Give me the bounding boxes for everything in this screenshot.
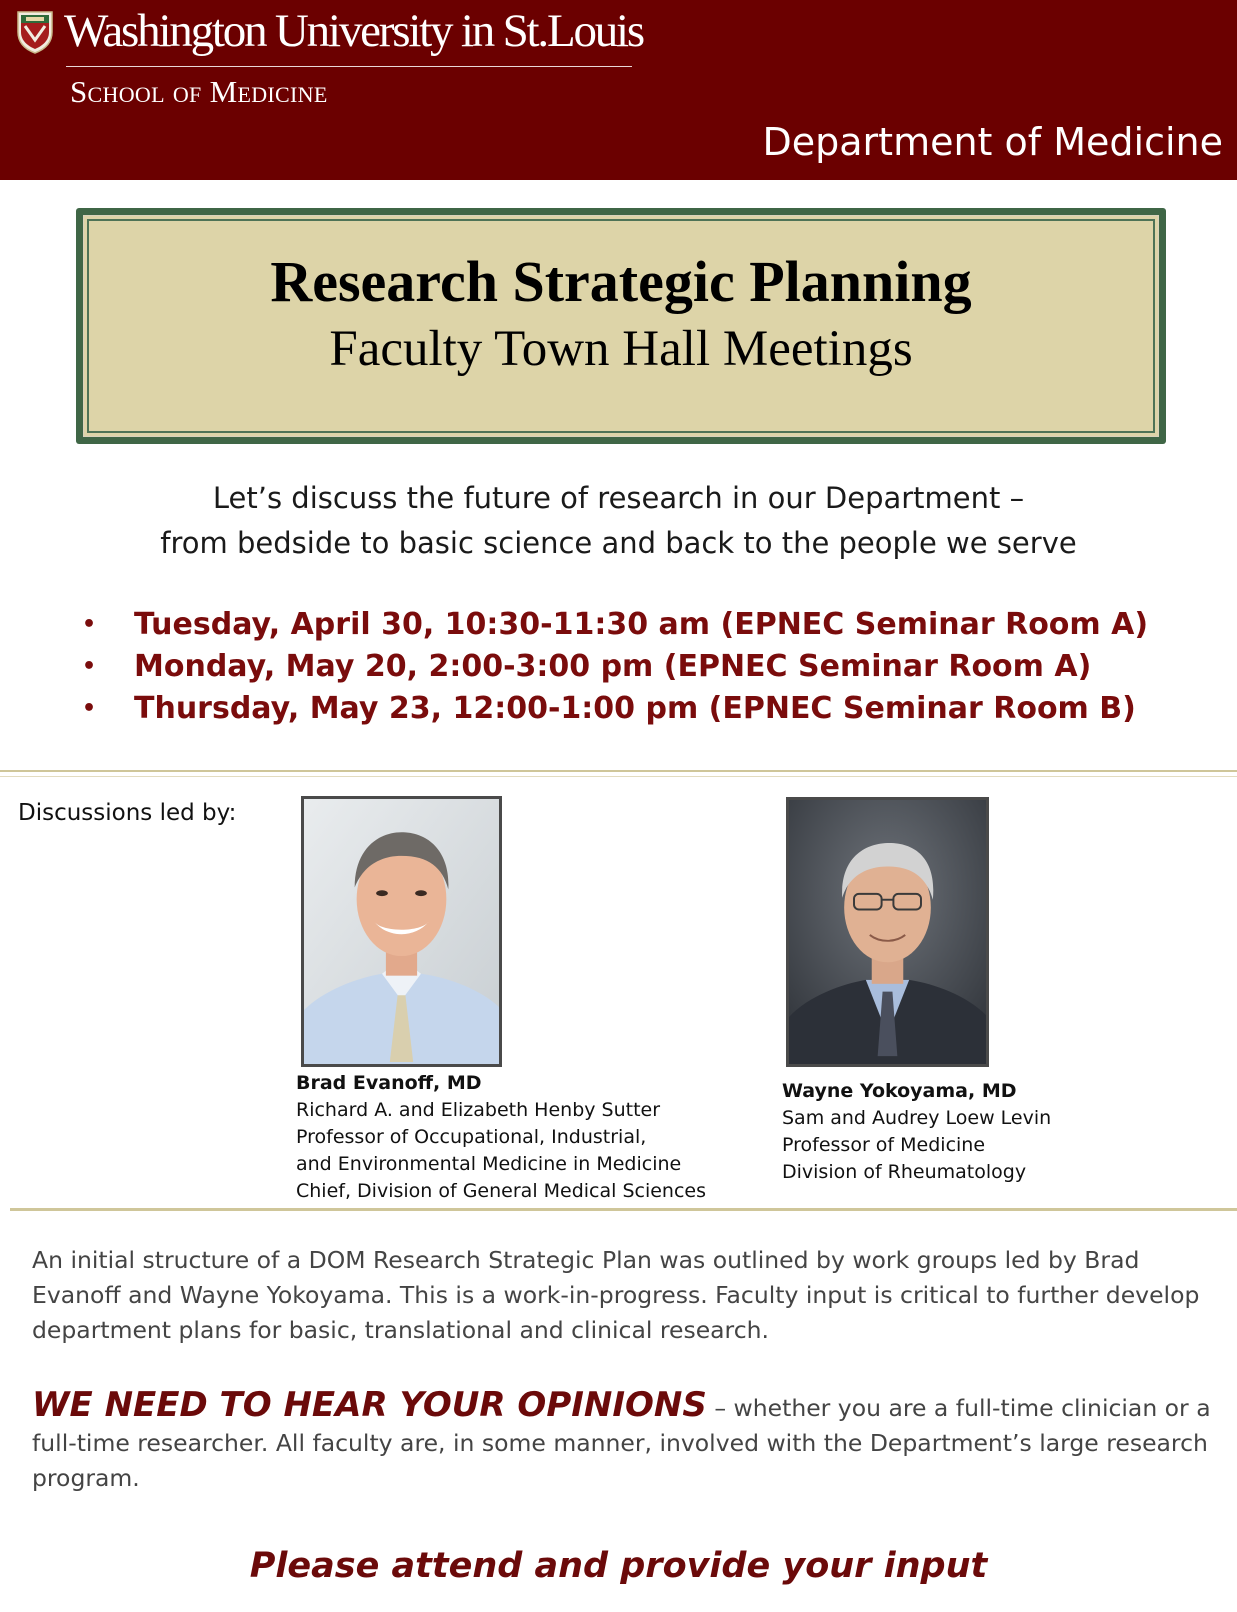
leader-photo-evanoff: [301, 796, 502, 1067]
leader-name: Wayne Yokoyama, MD: [782, 1080, 1017, 1102]
leader-title-line: Chief, Division of General Medical Sciences: [296, 1180, 707, 1202]
session-text: Monday, May 20, 2:00-3:00 pm (EPNEC Seminar Room A): [134, 649, 1092, 684]
session-item: [76, 646, 1148, 688]
plan-description: An initial structure of a DOM Research Strategic Plan was outlined by work groups led by Brad Evanoff and Wayne Yokoyama. This is a work-in-progress. Faculty input is critical to further develop department plans for basic, translational and clinical research.: [32, 1246, 1200, 1344]
bullet: •: [82, 612, 97, 637]
session-item: [76, 688, 1148, 730]
session-text: Tuesday, April 30, 10:30-11:30 am (EPNEC Seminar Room A): [134, 607, 1149, 642]
leader-photo-yokoyama: [786, 797, 989, 1067]
header-rule: [66, 66, 632, 67]
leader-title-line: Professor of Occupational, Industrial,: [296, 1126, 647, 1148]
leader-title-line: Richard A. and Elizabeth Henby Sutter: [296, 1099, 661, 1121]
leader-info-yokoyama: [782, 1078, 1051, 1186]
leader-info-evanoff: [296, 1070, 706, 1205]
department-name: Department of Medicine: [762, 120, 1223, 164]
leader-title-line: Professor of Medicine: [782, 1134, 986, 1156]
event-title: Research Strategic Planning: [270, 249, 972, 314]
event-subtitle: Faculty Town Hall Meetings: [329, 320, 913, 377]
session-item: [76, 604, 1148, 646]
intro-line-2: from bedside to basic science and back to the people we serve: [160, 526, 1077, 560]
leader-title-line: Sam and Audrey Loew Levin: [782, 1107, 1052, 1129]
leader-title-line: Division of Rheumatology: [782, 1161, 1027, 1183]
bullet: •: [82, 654, 97, 679]
session-list: [76, 604, 1148, 730]
leader-name: Brad Evanoff, MD: [296, 1072, 482, 1094]
call-to-action: Please attend and provide your input: [249, 1546, 988, 1586]
bullet: •: [82, 696, 97, 721]
title-box-inner: [87, 219, 1155, 433]
wustl-shield-icon: [16, 10, 54, 54]
header-banner: [0, 0, 1237, 180]
led-by-label: Discussions led by:: [18, 800, 237, 826]
opinion-paragraph: [32, 1385, 1212, 1496]
opinion-text: – whether you are a full-time clinician or a full-time researcher. All faculty are, in some manner, involved with the Department’s large research program.: [32, 1394, 1211, 1492]
school-name: School of Medicine: [70, 74, 328, 109]
section-divider: [0, 770, 1237, 777]
intro-text: [0, 476, 1237, 566]
session-text: Thursday, May 23, 12:00-1:00 pm (EPNEC Seminar Room B): [134, 691, 1136, 726]
intro-line-1: Let’s discuss the future of research in our Department –: [212, 481, 1025, 515]
opinion-emphasis: WE NEED TO HEAR YOUR OPINIONS: [32, 1385, 707, 1425]
leader-title-line: and Environmental Medicine in Medicine: [296, 1153, 682, 1175]
title-box-panel: [83, 215, 1159, 437]
section-divider: [10, 1208, 1237, 1211]
university-name: Washington University in St.Louis: [64, 5, 643, 57]
title-box: [76, 208, 1166, 444]
